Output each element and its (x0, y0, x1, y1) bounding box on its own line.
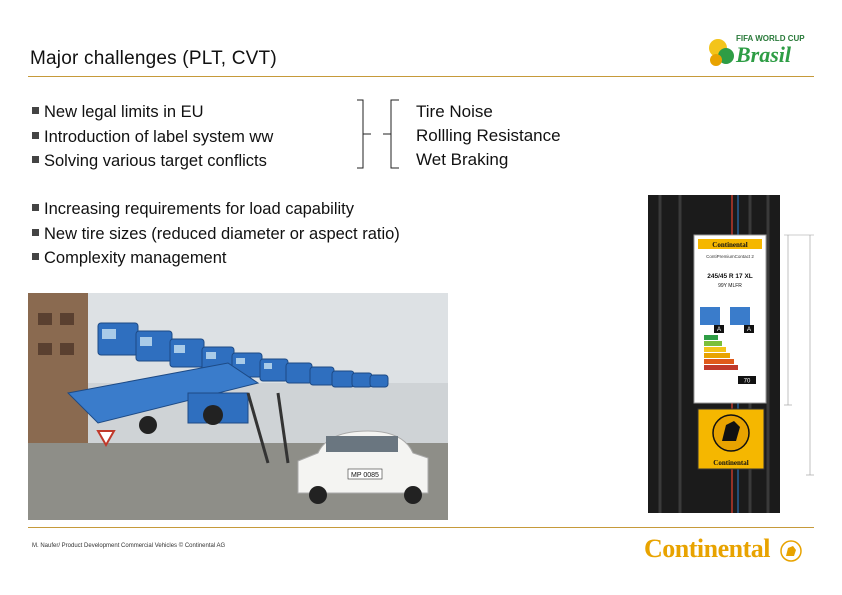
license-plate: MP 0085 (351, 472, 379, 479)
logo-main-text: Brasil (736, 42, 792, 67)
tire-label-image (640, 195, 830, 515)
bullet-list-legal (32, 100, 273, 174)
tire-bottom-brand: Continental (713, 459, 749, 467)
continental-wordmark: Continental (644, 534, 770, 563)
topic-item: Rollling Resistance (416, 126, 561, 145)
trucks-photo (28, 293, 448, 520)
page-title: Major challenges (PLT, CVT) (30, 48, 277, 69)
topic-item: Tire Noise (416, 102, 493, 121)
tire-load: 99Y MLFR (718, 283, 742, 289)
tire-size: 245/45 R 17 XL (707, 273, 753, 280)
bracket-connector (355, 98, 405, 170)
footer-divider (28, 527, 814, 528)
list-item: New tire sizes (reduced diameter or aspect ratio) (32, 222, 400, 247)
header-divider (28, 76, 814, 77)
tire-model: ContiPremiumContact 2 (706, 254, 754, 259)
fifa-world-cup-logo (706, 26, 814, 76)
list-item: Complexity management (32, 246, 400, 271)
stallion-icon (780, 540, 802, 562)
topic-item: Wet Braking (416, 150, 509, 169)
list-item: Solving various target conflicts (32, 149, 273, 174)
logo-top-text: FIFA WORLD CUP (736, 34, 805, 43)
wet-class: A (746, 327, 752, 333)
topic-list (416, 100, 561, 172)
footer-text: M. Naufer/ Product Development Commercial Vehicles © Continental AG (32, 543, 226, 549)
noise-value: 70 (743, 378, 751, 385)
list-item: Introduction of label system ww (32, 125, 273, 150)
list-item: Increasing requirements for load capability (32, 197, 400, 222)
tire-brand: Continental (712, 241, 748, 249)
fuel-class: A (716, 327, 722, 333)
list-item: New legal limits in EU (32, 100, 273, 125)
bullet-list-requirements (32, 197, 400, 271)
continental-logo (644, 534, 802, 564)
